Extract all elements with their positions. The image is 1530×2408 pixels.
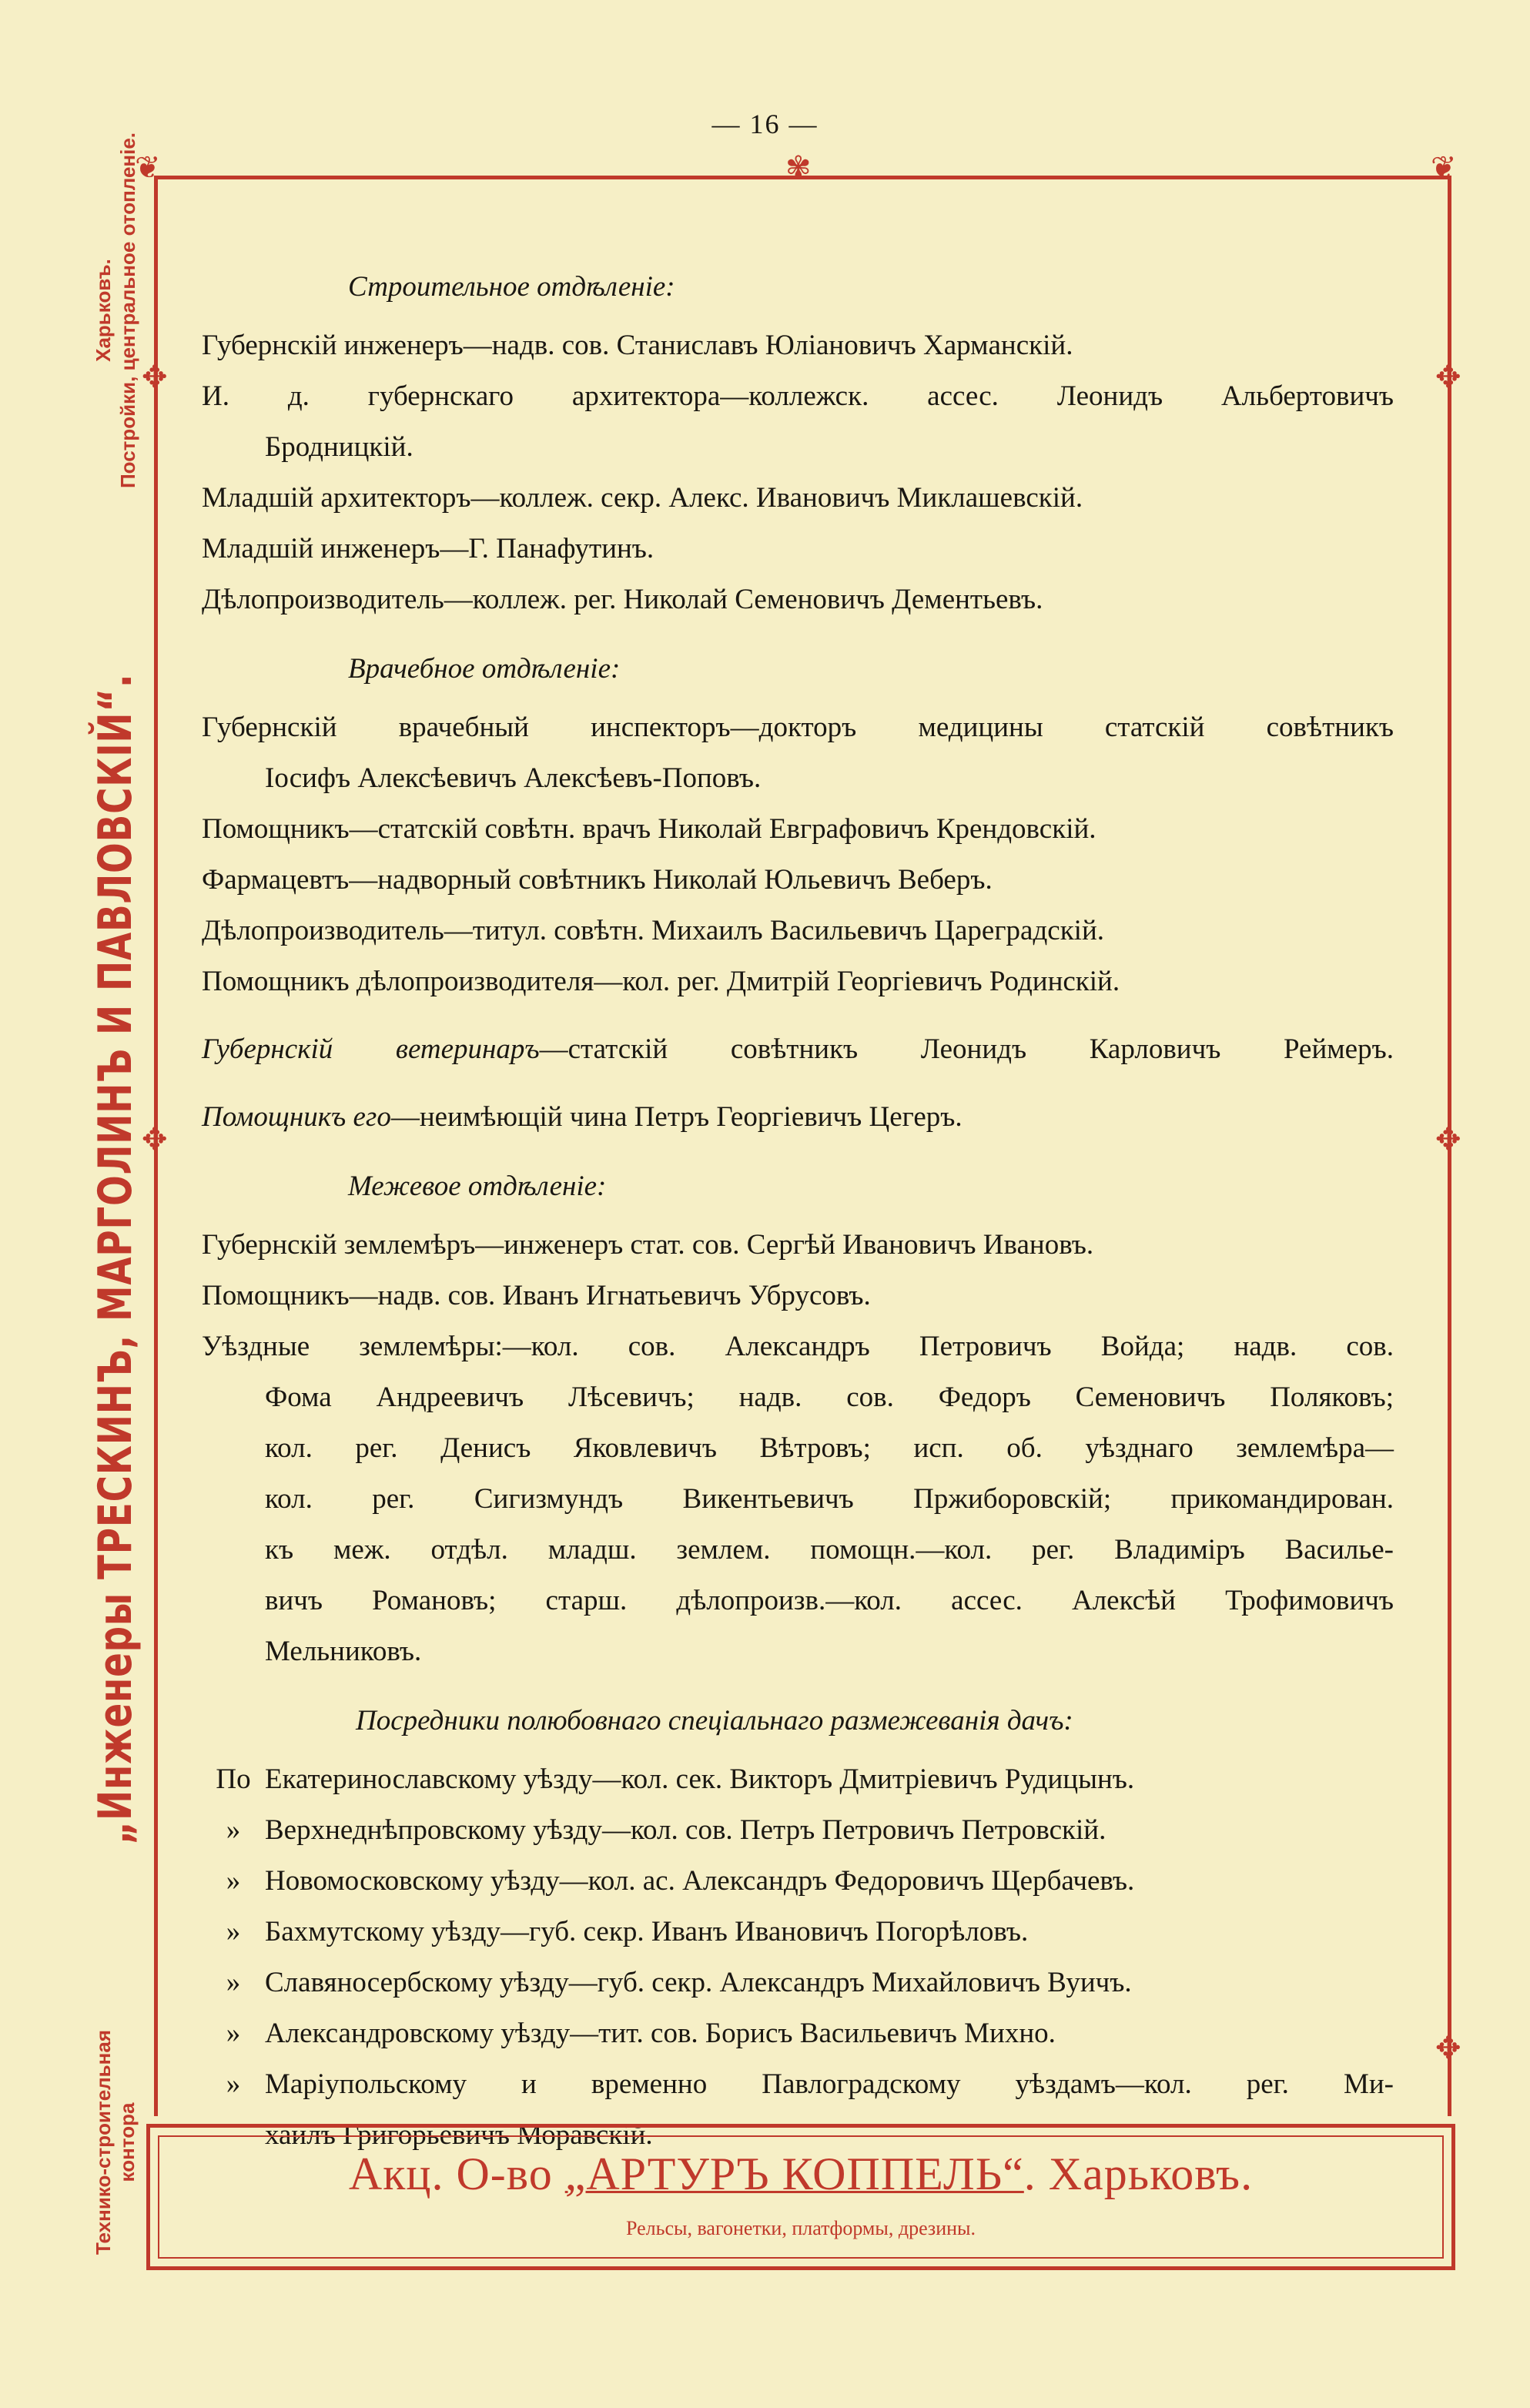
veterinarian-assistant-entry [202,1092,1394,1143]
entry-line: Дѣлопроизводитель—коллеж. рег. Николай Семеновичъ Дементьевъ. [202,584,1043,615]
advert-brand: „АРТУРЪ КОППЕЛЬ“ [564,2148,1024,2199]
district-ditto-mark: По [216,1763,251,1795]
entry-continuation-line: кол. рег. Сигизмундъ Викентьевичъ Пржиборовскій; прикомандирован. [265,1483,1394,1515]
veterinarian-text: —статскій совѣтникъ Леонидъ Карловичъ Реймеръ. [539,1033,1394,1065]
entry-continuation-line: Іосифъ Алексѣевичъ Алексѣевъ-Поповъ. [265,762,762,794]
section-heading-medical: Врачебное отдѣленіе: [348,653,621,685]
entry-line: Дѣлопроизводитель—титул. совѣтн. Михаилъ Васильевичъ Цареградскій. [202,915,1105,946]
advert-suffix: . Харьковъ. [1023,2148,1254,2199]
district-ditto-mark: » [226,1916,241,1947]
medical-entries [202,702,1394,1007]
side-advert [77,132,154,2256]
district-ditto-mark: » [226,2068,241,2100]
section-heading-survey: Межевое отдѣленіе: [348,1171,607,1202]
entry-line: Губернскій землемѣръ—инженеръ стат. сов. Сергѣй Ивановичъ Ивановъ. [202,1229,1094,1261]
flourish-right-middle-icon: ✥ [1435,1122,1461,1157]
flourish-top-center-icon: ✾ [785,150,812,185]
district-row [202,1754,1394,1805]
side-advert-firm-name: „Инженеры ТРЕСКИНЪ, МАРГОЛИНЪ И ПАВЛОВСКІЙ“. [89,673,142,1845]
entry-line: Губернскій инженеръ—надв. сов. Станиславъ Юліановичъ Хармaнскій. [202,330,1073,361]
bottom-advert-subtitle: Рельсы, вагонетки, платформы, дрезины. [626,2217,976,2239]
entry-line: Младшій инженеръ—Г. Панафутинъ. [202,533,655,564]
district-text: Александровскому уѣзду—тит. сов. Борисъ Васильевичъ Михно. [265,2018,1056,2049]
bottom-advert-box [146,2124,1455,2270]
section-heading-mediators: Посредники полюбовнаго спеціальнаго размежеванія дачъ: [356,1705,1073,1737]
side-advert-office: Технико-строительная контора [91,2030,139,2256]
district-ditto-mark: » [226,1967,241,1998]
entry-continuation-line: вичъ Романовъ; старш. дѣлопроизв.—кол. ассес. Алексѣй Трофимовичъ [265,1585,1394,1616]
entry-line: Уѣздные землемѣры:—кол. сов. Александръ Петровичъ Войда; надв. сов. [202,1331,1394,1362]
flourish-left-middle-icon: ✥ [142,1122,168,1157]
flourish-right-upper-icon: ✥ [1435,360,1461,394]
district-text: Бахмутскому уѣзду—губ. секр. Иванъ Ивановичъ Погорѣловъ. [265,1916,1029,1947]
section-heading-construction: Строительное отдѣленіе: [348,271,675,303]
district-row [202,1958,1394,2008]
entry-line: Губернскій врачебный инспекторъ—докторъ медицины статскій совѣтникъ [202,712,1394,743]
district-text: Екатеринославскому уѣзду—кол. сек. Викторъ Дмитріевичъ Рудицынъ. [265,1763,1135,1795]
entry-continuation-line: Мельниковъ. [265,1636,422,1667]
entry-continuation-line: Фома Андреевичъ Лѣсевичъ; надв. сов. Федоръ Семеновичъ Поляковъ; [265,1382,1394,1413]
assistant-lead: Помощникъ его [202,1101,391,1133]
entry-line: Помощникъ—статскій совѣтн. врачъ Николай Евграфовичъ Крендовскій. [202,813,1096,845]
construction-entries [202,320,1394,625]
district-row [202,2059,1394,2110]
district-row [202,1805,1394,1856]
entry-line: Фармацевтъ—надворный совѣтникъ Николай Юльевичъ Веберъ. [202,864,993,896]
bottom-advert-title [150,2148,1451,2201]
entry-continuation-line: Бродницкій. [265,431,413,463]
entry-line: Помощникъ дѣлопроизводителя—кол. рег. Дмитрій Георгіевичъ Родинскій. [202,966,1120,997]
district-row [202,2008,1394,2059]
district-text: Маріупольскому и временно Павлоградскому уѣздамъ—кол. рег. Ми- [265,2068,1394,2100]
flourish-left-upper-icon: ✥ [142,360,168,394]
district-ditto-mark: » [226,1865,241,1897]
district-ditto-mark: » [226,2018,241,2049]
advert-prefix: Акц. О-во [348,2148,565,2199]
entry-line: И. д. губернскаго архитектора—коллежск. ассес. Леонидъ Альбертовичъ [202,380,1394,412]
entry-line: Помощникъ—надв. сов. Иванъ Игнатьевичъ Убрусовъ. [202,1280,871,1311]
district-text: Новомосковскому уѣзду—кол. ас. Александръ Федоровичъ Щербачевъ. [265,1865,1135,1897]
flourish-top-right-icon: ❦ [1431,150,1457,185]
main-content [202,262,1394,2161]
flourish-right-lower-icon: ✥ [1435,2031,1461,2065]
veterinarian-entry [202,1024,1394,1075]
flourish-top-left-icon: ❦ [135,150,161,185]
survey-entries [202,1220,1394,1677]
spacer [202,1007,1394,1024]
assistant-text: —неимѣющій чина Петръ Георгіевичъ Цегеръ. [390,1101,963,1133]
entry-continuation-line: кол. рег. Денисъ Яковлевичъ Вѣтровъ; исп. об. уѣзднаго землемѣра— [265,1432,1394,1464]
entry-line: Младшій архитекторъ—коллеж. секр. Алекс. Ивановичъ Миклашевскій. [202,482,1083,514]
district-text: хаилъ Григорьевичъ Моравскій. [265,2119,653,2151]
side-advert-city-services: Харьковъ. Постройки, центральное отопленіе. [91,132,139,489]
district-row [202,1907,1394,1958]
district-text: Славяносербскому уѣзду—губ. секр. Александръ Михайловичъ Вуичъ. [265,1967,1132,1998]
mediator-rows [202,1754,1394,2161]
page-number: — 16 — [711,109,819,139]
spacer [202,1075,1394,1092]
veterinarian-lead: Губернскій ветеринаръ [202,1033,540,1065]
district-text: Верхнеднѣпровскому уѣзду—кол. сов. Петръ Петровичъ Петровскій. [265,1814,1106,1846]
entry-continuation-line: къ меж. отдѣл. младш. землем. помощн.—кол. рег. Владиміръ Василье- [265,1534,1394,1566]
district-row [202,1856,1394,1907]
district-ditto-mark: » [226,1814,241,1846]
